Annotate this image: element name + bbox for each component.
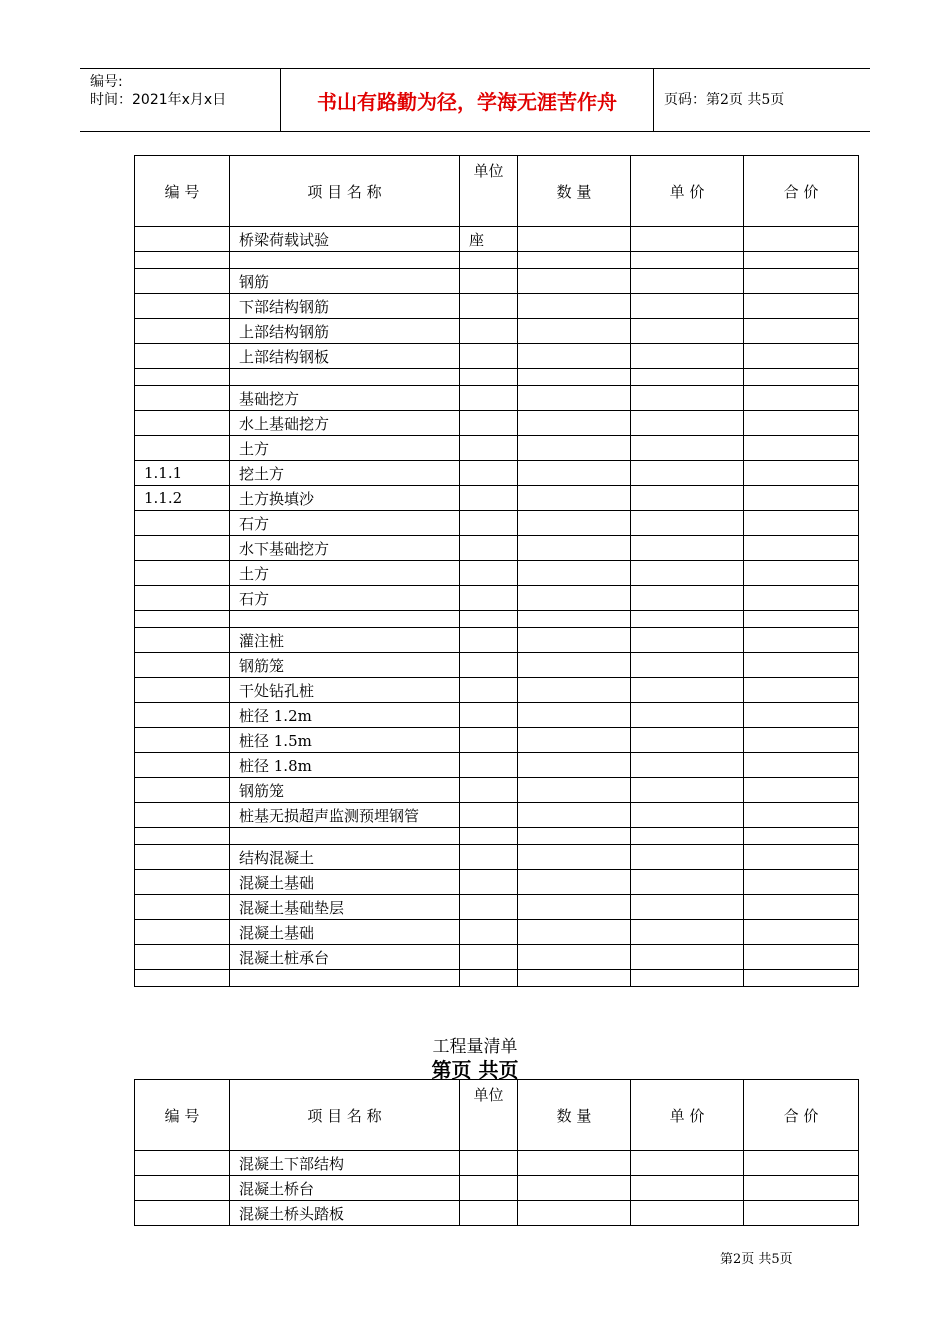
cell-unit (460, 344, 518, 369)
table-row (135, 1201, 859, 1226)
cell-total-price (744, 628, 859, 653)
cell-item-name: 混凝土桩承台 (230, 945, 460, 970)
cell-item-name: 水上基础挖方 (230, 411, 460, 436)
header-meta (80, 69, 281, 131)
cell-item-name: 挖土方 (230, 461, 460, 486)
cell-unit (460, 653, 518, 678)
cell-quantity (518, 870, 631, 895)
col-header-unit: 单位 (460, 1080, 518, 1151)
cell-no (135, 386, 230, 411)
cell-unit-price (631, 728, 744, 753)
cell-no (135, 628, 230, 653)
cell-unit-price (631, 803, 744, 828)
cell-total-price (744, 436, 859, 461)
cell-no (135, 586, 230, 611)
number-label: 编号: (90, 74, 123, 90)
cell-total-price (744, 895, 859, 920)
cell-no (135, 778, 230, 803)
cell-quantity (518, 678, 631, 703)
cell-unit (460, 703, 518, 728)
table-row (135, 511, 859, 536)
table-row (135, 778, 859, 803)
col-header-price: 单 价 (631, 156, 744, 227)
table-row (135, 269, 859, 294)
table-row (135, 845, 859, 870)
cell-quantity (518, 653, 631, 678)
cell-no (135, 561, 230, 586)
table-row (135, 486, 859, 511)
cell-unit-price (631, 828, 744, 845)
table-row (135, 970, 859, 987)
cell-unit-price (631, 845, 744, 870)
cell-unit-price (631, 970, 744, 987)
cell-unit (460, 678, 518, 703)
cell-unit-price (631, 252, 744, 269)
cell-item-name: 上部结构钢筋 (230, 319, 460, 344)
cell-total-price (744, 778, 859, 803)
cell-unit (460, 1176, 518, 1201)
cell-unit-price (631, 586, 744, 611)
cell-total-price (744, 703, 859, 728)
cell-unit-price (631, 703, 744, 728)
table-row (135, 252, 859, 269)
cell-quantity (518, 344, 631, 369)
cell-no (135, 828, 230, 845)
cell-item-name: 桩基无损超声监测预埋钢管 (230, 803, 460, 828)
cell-no (135, 678, 230, 703)
cell-total-price (744, 728, 859, 753)
cell-quantity (518, 628, 631, 653)
table-row (135, 703, 859, 728)
cell-no (135, 411, 230, 436)
cell-quantity (518, 436, 631, 461)
page-footer: 第2页 共5页 (720, 1252, 793, 1267)
cell-quantity (518, 728, 631, 753)
cell-item-name: 土方 (230, 561, 460, 586)
cell-total-price (744, 845, 859, 870)
cell-quantity (518, 586, 631, 611)
cell-total-price (744, 678, 859, 703)
cell-quantity (518, 1201, 631, 1226)
cell-total-price (744, 586, 859, 611)
cell-item-name (230, 369, 460, 386)
cell-unit-price (631, 1151, 744, 1176)
cell-total-price (744, 252, 859, 269)
cell-unit-price (631, 269, 744, 294)
cell-total-price (744, 227, 859, 252)
cell-quantity (518, 611, 631, 628)
cell-no (135, 227, 230, 252)
cell-total-price (744, 1201, 859, 1226)
cell-unit (460, 845, 518, 870)
cell-unit-price (631, 920, 744, 945)
cell-quantity (518, 920, 631, 945)
cell-unit (460, 369, 518, 386)
cell-total-price (744, 486, 859, 511)
cell-total-price (744, 828, 859, 845)
cell-quantity (518, 895, 631, 920)
cell-no (135, 369, 230, 386)
cell-unit (460, 803, 518, 828)
cell-no (135, 252, 230, 269)
cell-unit (460, 753, 518, 778)
cell-total-price (744, 753, 859, 778)
table-row (135, 586, 859, 611)
table-row (135, 803, 859, 828)
cell-no: 1.1.1 (135, 461, 230, 486)
cell-item-name (230, 970, 460, 987)
cell-unit-price (631, 369, 744, 386)
cell-unit: 座 (460, 227, 518, 252)
cell-no (135, 728, 230, 753)
cell-no (135, 319, 230, 344)
quantity-table-1 (134, 155, 859, 987)
cell-unit-price (631, 344, 744, 369)
cell-item-name: 混凝土基础 (230, 870, 460, 895)
table-row (135, 294, 859, 319)
cell-unit (460, 920, 518, 945)
table-row (135, 1151, 859, 1176)
col-header-qty: 数 量 (518, 156, 631, 227)
cell-no (135, 703, 230, 728)
cell-unit-price (631, 536, 744, 561)
cell-quantity (518, 511, 631, 536)
cell-unit-price (631, 486, 744, 511)
col-header-qty: 数 量 (518, 1080, 631, 1151)
cell-unit-price (631, 1201, 744, 1226)
table-row (135, 678, 859, 703)
cell-unit (460, 945, 518, 970)
table-row (135, 227, 859, 252)
cell-no (135, 1176, 230, 1201)
cell-unit-price (631, 511, 744, 536)
cell-unit-price (631, 778, 744, 803)
table-row (135, 386, 859, 411)
cell-item-name (230, 252, 460, 269)
cell-item-name: 桩径 1.2m (230, 703, 460, 728)
table-row (135, 319, 859, 344)
cell-unit-price (631, 294, 744, 319)
cell-total-price (744, 970, 859, 987)
cell-unit (460, 411, 518, 436)
time-label: 时间：2021年x月x日 (90, 92, 227, 108)
cell-item-name: 桥梁荷载试验 (230, 227, 460, 252)
cell-quantity (518, 753, 631, 778)
cell-unit (460, 611, 518, 628)
cell-unit (460, 895, 518, 920)
cell-unit-price (631, 870, 744, 895)
cell-unit (460, 269, 518, 294)
cell-unit-price (631, 461, 744, 486)
cell-item-name: 混凝土桥台 (230, 1176, 460, 1201)
cell-quantity (518, 369, 631, 386)
page-header (80, 68, 870, 132)
cell-total-price (744, 920, 859, 945)
cell-total-price (744, 294, 859, 319)
cell-item-name: 桩径 1.8m (230, 753, 460, 778)
section-title: 工程量清单 (432, 1037, 518, 1057)
table-row (135, 653, 859, 678)
cell-total-price (744, 1176, 859, 1201)
cell-total-price (744, 269, 859, 294)
cell-unit (460, 778, 518, 803)
cell-unit-price (631, 628, 744, 653)
table-row (135, 828, 859, 845)
table-row (135, 945, 859, 970)
cell-quantity (518, 803, 631, 828)
cell-item-name: 桩径 1.5m (230, 728, 460, 753)
cell-quantity (518, 970, 631, 987)
cell-item-name: 上部结构钢板 (230, 344, 460, 369)
cell-quantity (518, 294, 631, 319)
table-row (135, 753, 859, 778)
cell-item-name: 钢筋笼 (230, 653, 460, 678)
cell-unit-price (631, 386, 744, 411)
cell-total-price (744, 870, 859, 895)
cell-total-price (744, 653, 859, 678)
cell-total-price (744, 1151, 859, 1176)
cell-no (135, 653, 230, 678)
cell-unit-price (631, 319, 744, 344)
col-header-total: 合 价 (744, 156, 859, 227)
cell-item-name: 钢筋 (230, 269, 460, 294)
cell-item-name (230, 611, 460, 628)
cell-item-name: 石方 (230, 511, 460, 536)
cell-quantity (518, 945, 631, 970)
cell-unit (460, 1201, 518, 1226)
table-row (135, 536, 859, 561)
table-row (135, 369, 859, 386)
cell-unit-price (631, 411, 744, 436)
cell-total-price (744, 803, 859, 828)
table-row (135, 561, 859, 586)
cell-no (135, 536, 230, 561)
cell-unit (460, 561, 518, 586)
cell-no (135, 269, 230, 294)
cell-unit (460, 970, 518, 987)
cell-total-price (744, 511, 859, 536)
cell-total-price (744, 536, 859, 561)
cell-total-price (744, 461, 859, 486)
cell-no (135, 920, 230, 945)
cell-no (135, 1151, 230, 1176)
cell-no (135, 344, 230, 369)
cell-item-name: 石方 (230, 586, 460, 611)
cell-quantity (518, 778, 631, 803)
table-row (135, 895, 859, 920)
cell-quantity (518, 1176, 631, 1201)
cell-item-name: 土方换填沙 (230, 486, 460, 511)
table-row (135, 344, 859, 369)
cell-item-name: 下部结构钢筋 (230, 294, 460, 319)
cell-unit (460, 511, 518, 536)
cell-no (135, 870, 230, 895)
cell-no (135, 803, 230, 828)
cell-quantity (518, 703, 631, 728)
cell-no (135, 436, 230, 461)
table-row (135, 628, 859, 653)
cell-item-name: 混凝土下部结构 (230, 1151, 460, 1176)
table-row (135, 461, 859, 486)
cell-item-name: 混凝土桥头踏板 (230, 1201, 460, 1226)
cell-unit-price (631, 227, 744, 252)
cell-total-price (744, 945, 859, 970)
cell-quantity (518, 461, 631, 486)
cell-quantity (518, 252, 631, 269)
cell-quantity (518, 319, 631, 344)
cell-unit (460, 252, 518, 269)
cell-item-name: 水下基础挖方 (230, 536, 460, 561)
table-header-row (135, 1080, 859, 1151)
cell-no: 1.1.2 (135, 486, 230, 511)
cell-total-price (744, 386, 859, 411)
col-header-no: 编 号 (135, 1080, 230, 1151)
cell-quantity (518, 227, 631, 252)
cell-unit-price (631, 895, 744, 920)
cell-unit (460, 586, 518, 611)
cell-unit (460, 628, 518, 653)
cell-unit (460, 461, 518, 486)
col-header-name: 项 目 名 称 (230, 156, 460, 227)
cell-unit (460, 1151, 518, 1176)
table-row (135, 411, 859, 436)
cell-no (135, 753, 230, 778)
table-row (135, 436, 859, 461)
section-page: 第页 共页 (431, 1058, 519, 1082)
cell-no (135, 970, 230, 987)
cell-unit (460, 386, 518, 411)
cell-no (135, 1201, 230, 1226)
cell-unit-price (631, 653, 744, 678)
col-header-unit: 单位 (460, 156, 518, 227)
cell-no (135, 845, 230, 870)
table-row (135, 920, 859, 945)
table-row (135, 728, 859, 753)
table-row (135, 1176, 859, 1201)
cell-unit-price (631, 436, 744, 461)
table-row (135, 870, 859, 895)
cell-unit (460, 294, 518, 319)
cell-quantity (518, 536, 631, 561)
cell-total-price (744, 344, 859, 369)
col-header-total: 合 价 (744, 1080, 859, 1151)
cell-quantity (518, 828, 631, 845)
cell-item-name: 混凝土基础垫层 (230, 895, 460, 920)
cell-no (135, 511, 230, 536)
table-header-row (135, 156, 859, 227)
cell-item-name: 钢筋笼 (230, 778, 460, 803)
cell-unit-price (631, 945, 744, 970)
quantity-table-2 (134, 1079, 859, 1226)
cell-unit (460, 870, 518, 895)
cell-unit (460, 486, 518, 511)
cell-quantity (518, 269, 631, 294)
cell-item-name: 土方 (230, 436, 460, 461)
cell-quantity (518, 411, 631, 436)
cell-quantity (518, 386, 631, 411)
cell-total-price (744, 611, 859, 628)
col-header-price: 单 价 (631, 1080, 744, 1151)
cell-unit-price (631, 1176, 744, 1201)
cell-item-name: 混凝土基础 (230, 920, 460, 945)
cell-no (135, 945, 230, 970)
table-row (135, 611, 859, 628)
cell-quantity (518, 1151, 631, 1176)
cell-no (135, 611, 230, 628)
cell-unit (460, 828, 518, 845)
cell-unit-price (631, 753, 744, 778)
cell-quantity (518, 486, 631, 511)
cell-no (135, 895, 230, 920)
cell-item-name: 干处钻孔桩 (230, 678, 460, 703)
header-motto: 书山有路勤为径，学海无涯苦作舟 (281, 69, 654, 131)
cell-unit (460, 536, 518, 561)
col-header-no: 编 号 (135, 156, 230, 227)
cell-total-price (744, 561, 859, 586)
cell-total-price (744, 411, 859, 436)
cell-total-price (744, 319, 859, 344)
cell-total-price (744, 369, 859, 386)
cell-no (135, 294, 230, 319)
cell-item-name: 基础挖方 (230, 386, 460, 411)
cell-quantity (518, 561, 631, 586)
cell-unit-price (631, 611, 744, 628)
col-header-name: 项 目 名 称 (230, 1080, 460, 1151)
cell-item-name: 灌注桩 (230, 628, 460, 653)
cell-unit-price (631, 678, 744, 703)
cell-item-name: 结构混凝土 (230, 845, 460, 870)
cell-unit (460, 436, 518, 461)
cell-unit (460, 319, 518, 344)
header-page-info: 页码：第2页 共5页 (664, 92, 785, 108)
cell-unit-price (631, 561, 744, 586)
cell-item-name (230, 828, 460, 845)
cell-unit (460, 728, 518, 753)
cell-quantity (518, 845, 631, 870)
